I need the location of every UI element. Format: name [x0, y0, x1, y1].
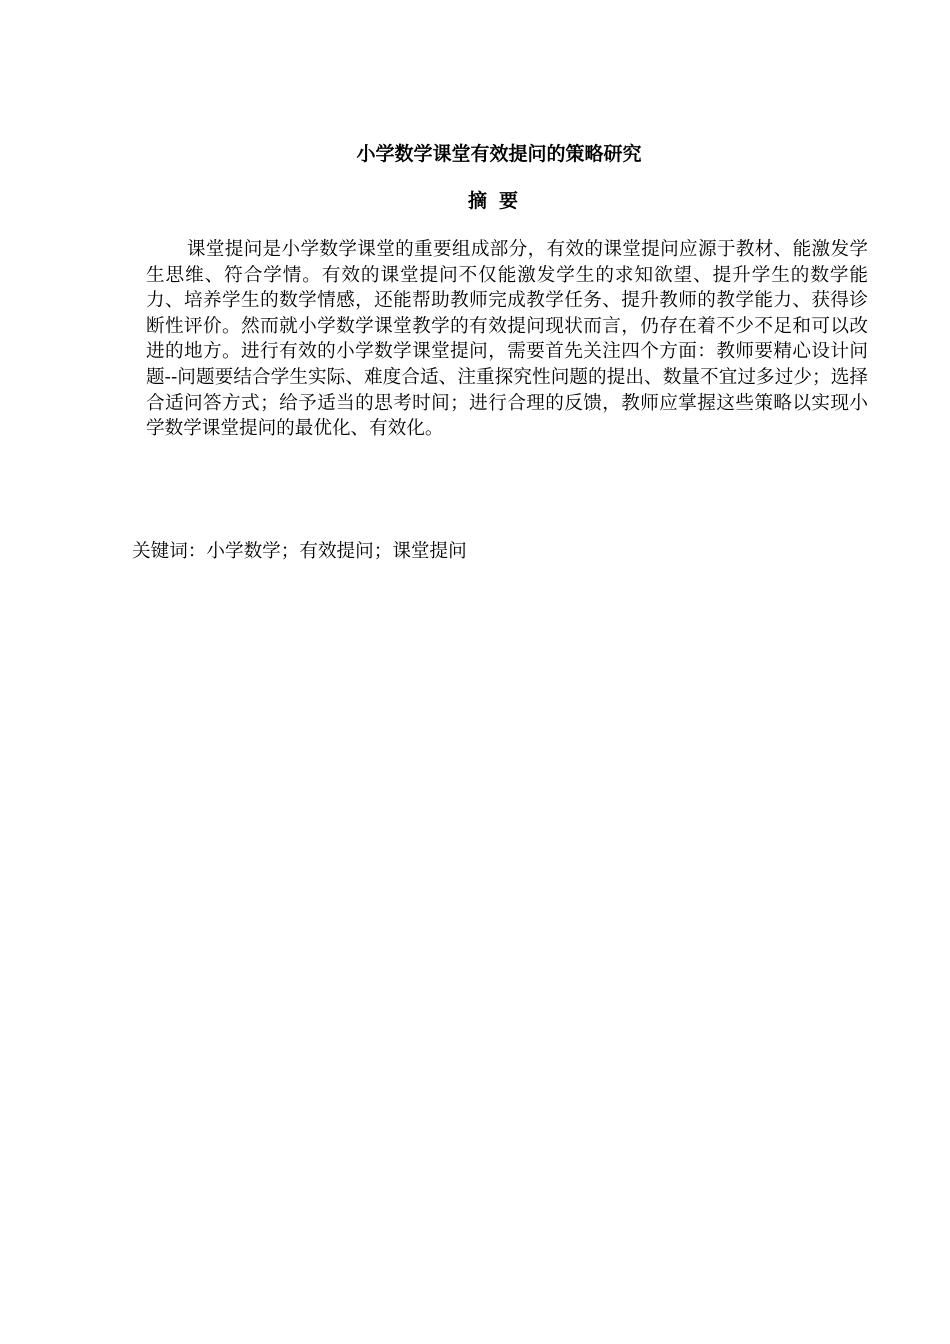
abstract-body: 课堂提问是小学数学课堂的重要组成部分，有效的课堂提问应源于教材、能激发学生思维、符合学情。有效的课堂提问不仅能激发学生的求知欲望、提升学生的数学能力、培养学生的数学情感，还能帮助教师完成教学任务、提升教师的教学能力、获得诊断性评价。然而就小学数学课堂教学的有效提问现状而言，仍存在着不少不足和可以改进的地方。进行有效的小学数学课堂提问，需要首先关注四个方面：教师要精心设计问题--问题要结合学生实际、难度合适、注重探究性问题的提出、数量不宜过多过少；选择合适问答方式；给予适当的思考时间；进行合理的反馈，教师应掌握这些策略以实现小学数学课堂提问的最优化、有效化。 [146, 239, 868, 440]
keywords-text: 小学数学；有效提问；课堂提问 [206, 541, 467, 562]
keywords-label: 关键词： [132, 541, 207, 562]
abstract-heading: 摘要 [467, 190, 530, 212]
paper-title: 小学数学课堂有效提问的策略研究 [356, 143, 642, 165]
keywords-line [132, 539, 832, 565]
